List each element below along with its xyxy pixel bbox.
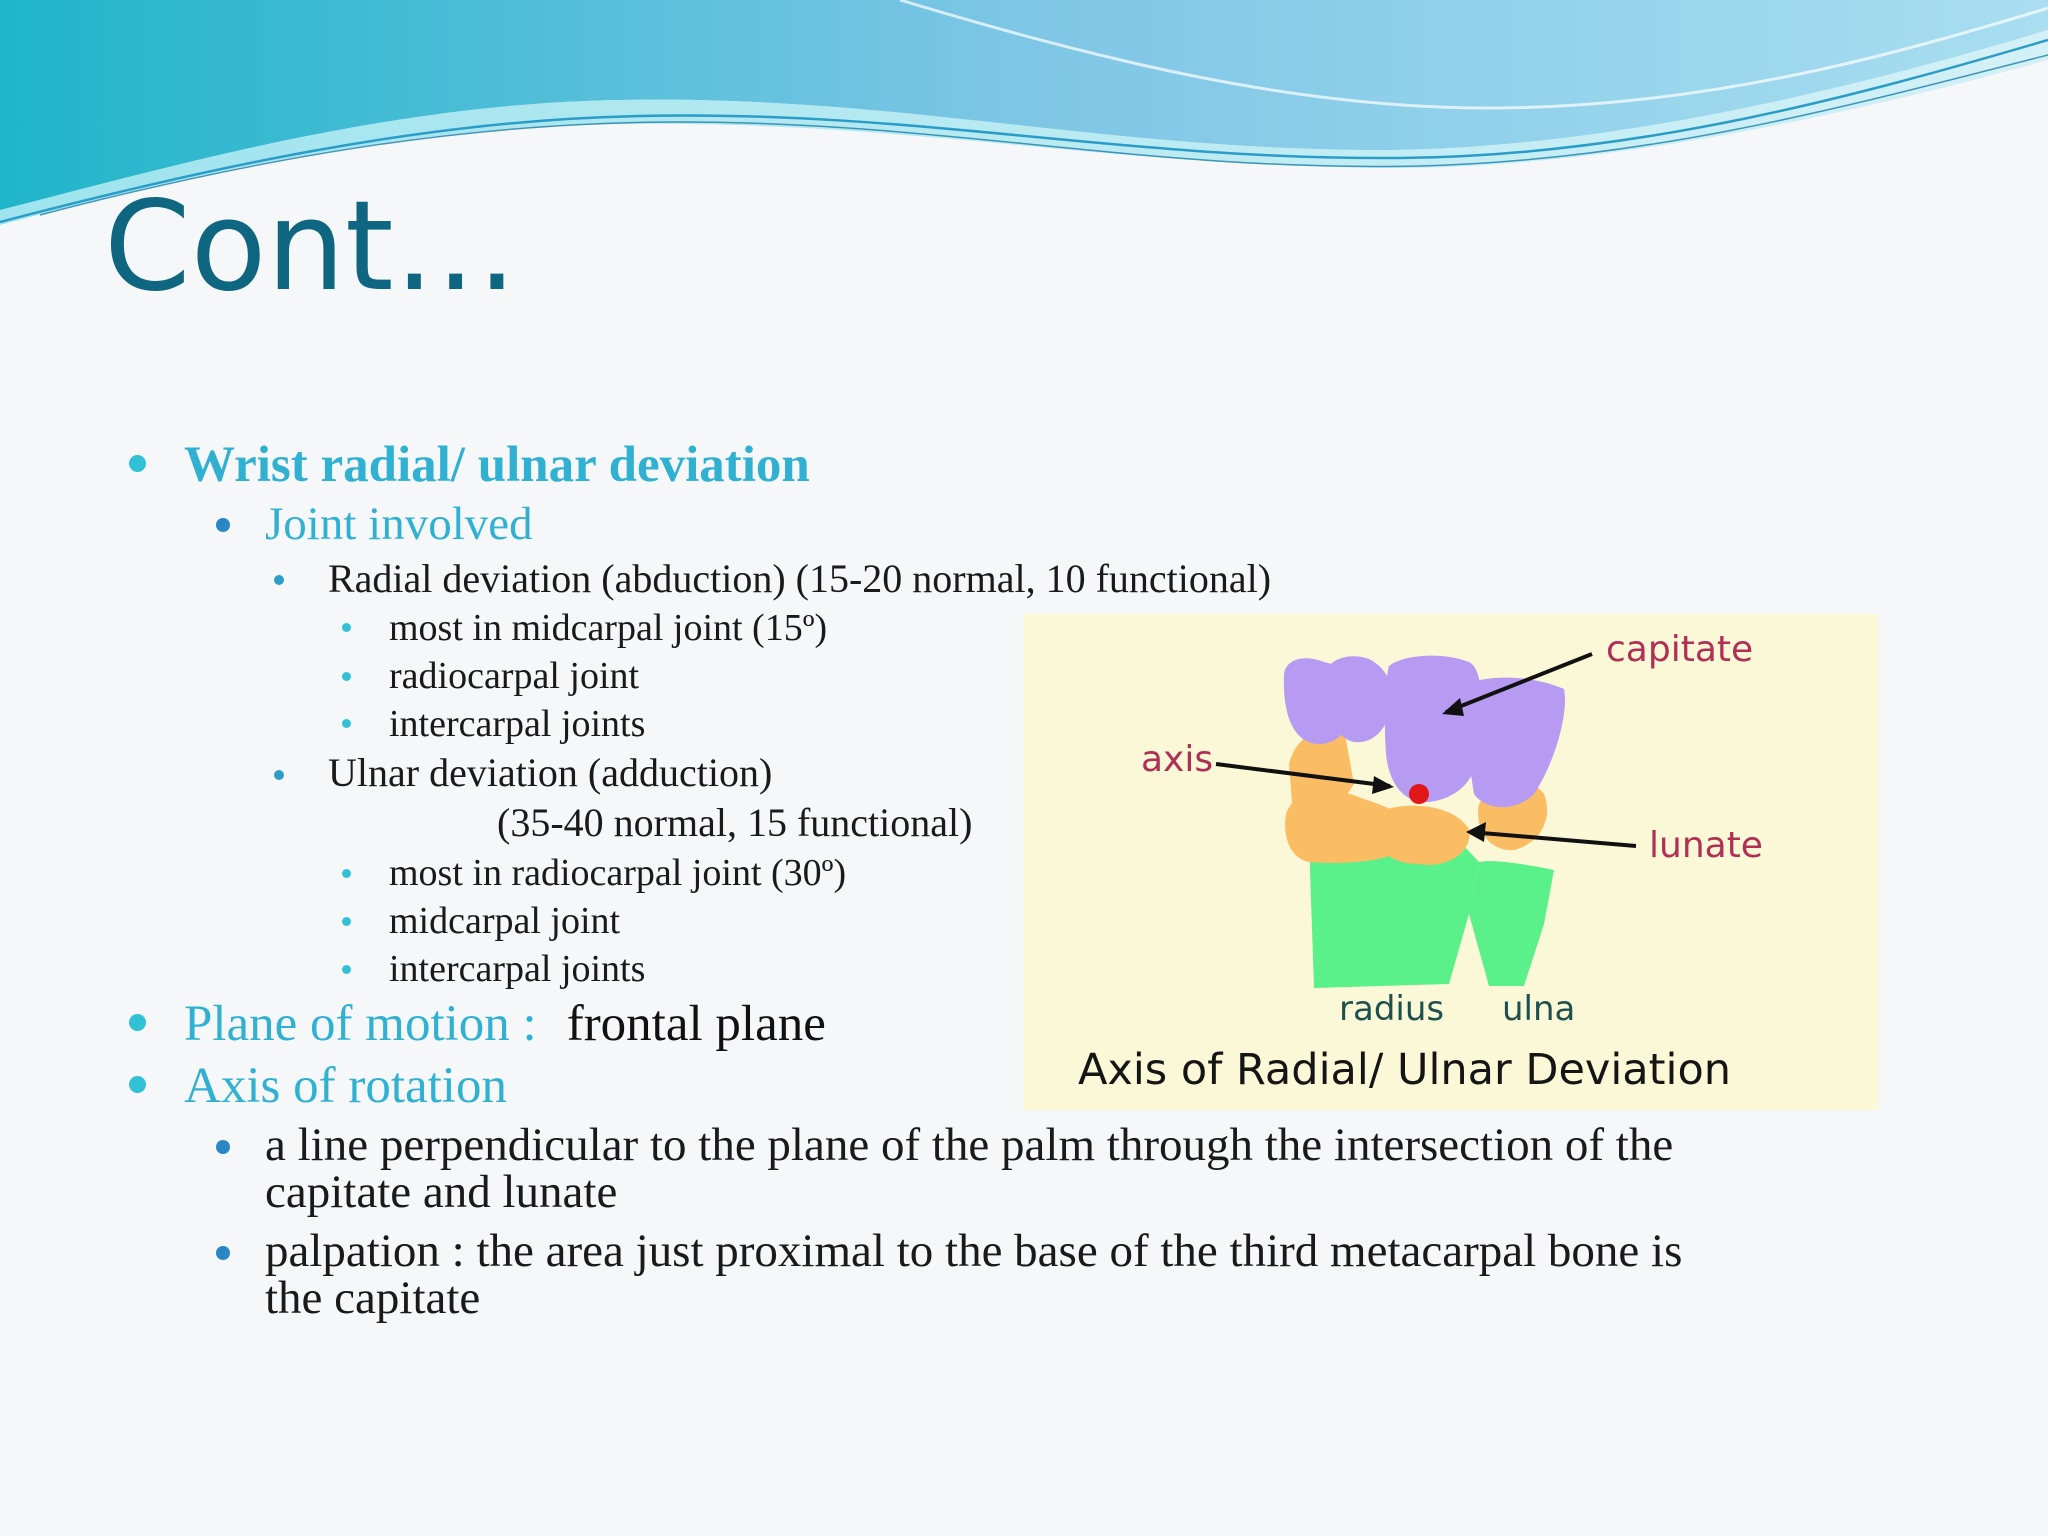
palpation-line1: palpation : the area just proximal to the base of the third metacarpal bone is: [265, 1225, 1683, 1277]
radial-item: radiocarpal joint: [389, 655, 640, 697]
bullet-dot: [216, 1246, 230, 1260]
ulna-label: ulna: [1502, 989, 1576, 1029]
bullet-dot: [216, 518, 230, 532]
plane-of-motion-row: [184, 996, 826, 1052]
wrist-axis-diagram: [1024, 614, 1878, 1110]
radial-item: most in midcarpal joint (15º): [389, 607, 828, 649]
axis-description-line2: capitate and lunate: [265, 1166, 618, 1218]
slide-title: Cont…: [104, 175, 518, 319]
axis-of-rotation-label: Axis of rotation: [184, 1058, 507, 1114]
bullet-dot: [129, 1076, 146, 1093]
ulnar-range-text: (35-40 normal, 15 functional): [497, 800, 973, 845]
bullet-dot: [342, 672, 351, 681]
bullet-dot: [342, 917, 351, 926]
axis-point: [1409, 784, 1429, 804]
lunate-label: lunate: [1649, 825, 1763, 866]
joint-involved-label: Joint involved: [265, 498, 533, 550]
bullet-dot: [342, 869, 351, 878]
bullet-dot: [274, 770, 284, 780]
bullet-dot: [216, 1140, 230, 1154]
bullet-dot: [342, 623, 351, 632]
ulnar-item: intercarpal joints: [389, 948, 646, 990]
radial-deviation-text: Radial deviation (abduction) (15-20 normal, 10 functional): [328, 556, 1272, 601]
bullet-dot: [129, 1014, 146, 1031]
radial-item: intercarpal joints: [389, 703, 646, 745]
ulnar-item: midcarpal joint: [389, 900, 621, 942]
heading-wrist-deviation: Wrist radial/ ulnar deviation: [184, 437, 810, 493]
capitate-label: capitate: [1606, 629, 1754, 670]
bullet-dot: [342, 965, 351, 974]
bullet-dot: [342, 719, 351, 728]
palpation-line2: the capitate: [265, 1272, 481, 1324]
radius-label: radius: [1339, 989, 1445, 1029]
axis-description-line1: a line perpendicular to the plane of the palm through the intersection of the: [265, 1119, 1674, 1171]
ulnar-deviation-text: Ulnar deviation (adduction): [328, 750, 773, 795]
bullet-dot: [274, 575, 284, 585]
figure-caption: Axis of Radial/ Ulnar Deviation: [1078, 1045, 1732, 1095]
bullet-dot: [129, 455, 146, 472]
plane-of-motion-value: frontal plane: [566, 996, 826, 1052]
plane-of-motion-label: Plane of motion :: [184, 996, 537, 1052]
axis-label: axis: [1141, 739, 1214, 780]
ulnar-item: most in radiocarpal joint (30º): [389, 852, 847, 894]
